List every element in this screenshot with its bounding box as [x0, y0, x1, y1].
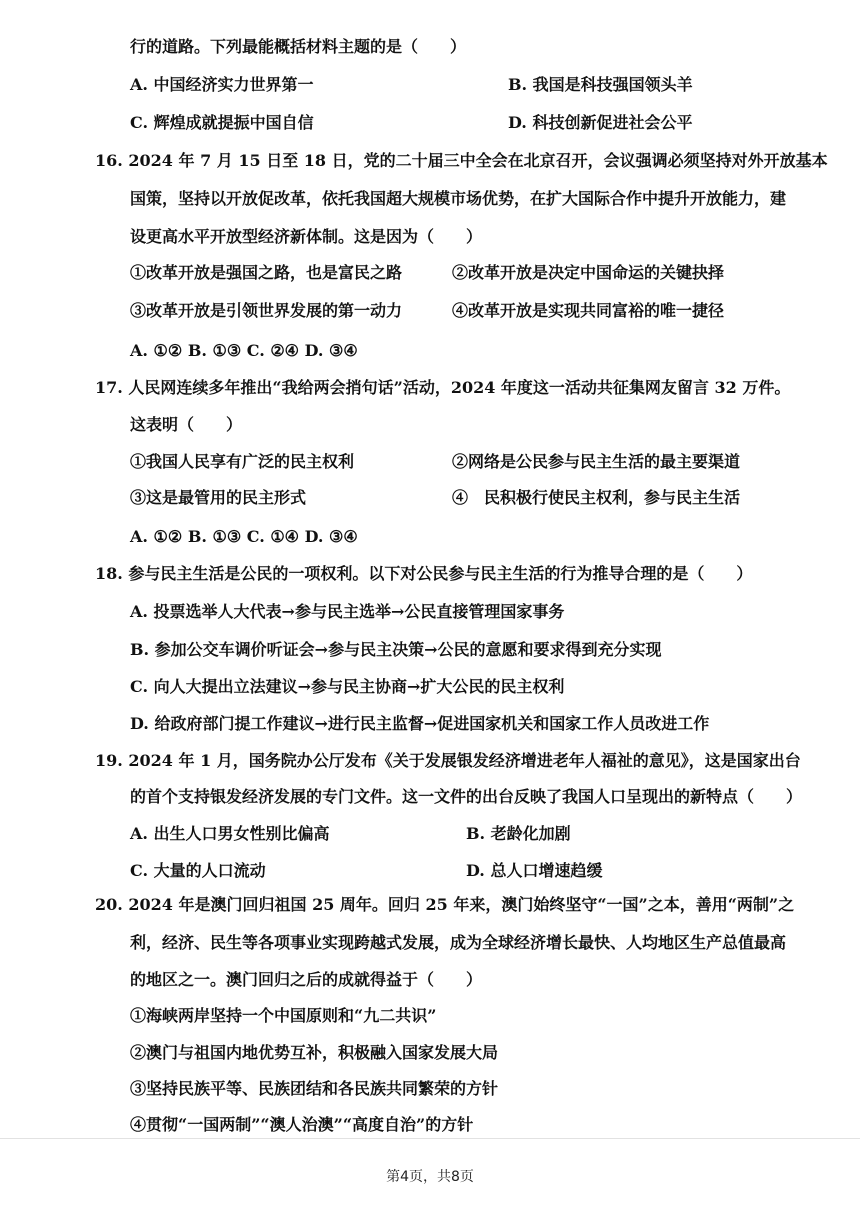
q19-option-c: C. 大量的人口流动: [130, 861, 266, 880]
q18-option-a: A. 投票选举人大代表→参与民主选举→公民直接管理国家事务: [130, 602, 565, 621]
q19-stem-line-2: 的首个支持银发经济发展的专门文件。这一文件的出台反映了我国人口呈现出的新特点（ ）: [130, 787, 803, 806]
q19-option-b: B. 老龄化加剧: [466, 824, 571, 843]
q17-statement-4: ④ 民积极行使民主权利，参与民主生活: [452, 488, 741, 507]
q16-statement-4: ④改革开放是实现共同富裕的唯一捷径: [452, 301, 725, 320]
q20-statement-1: ①海峡两岸坚持一个中国原则和“九二共识”: [130, 1006, 437, 1025]
q16-stem-line-3: 设更高水平开放型经济新体制。这是因为（ ）: [130, 227, 483, 246]
q17-stem-line-2: 这表明（ ）: [130, 415, 243, 434]
q20-stem-line-1: 20. 2024 年是澳门回归祖国 25 周年。回归 25 年来，澳门始终坚守“一国”之本，善用“两制”之: [95, 895, 795, 914]
q18-option-d: D. 给政府部门提工作建议→进行民主监督→促进国家机关和国家工作人员改进工作: [130, 714, 710, 733]
q16-stem-line-2: 国策，坚持以开放促改革，依托我国超大规模市场优势，在扩大国际合作中提升开放能力，建: [130, 189, 787, 208]
q19-stem-line-1: 19. 2024 年 1 月，国务院办公厅发布《关于发展银发经济增进老年人福祉的意见》，这是国家出台: [95, 751, 801, 770]
q17-choices: A. ①② B. ①③ C. ①④ D. ③④: [130, 527, 358, 546]
q20-statement-4: ④贯彻“一国两制”“澳人治澳”“高度自治”的方针: [130, 1115, 474, 1134]
q16-statement-2: ②改革开放是决定中国命运的关键抉择: [452, 263, 725, 282]
q15-option-c: C. 辉煌成就提振中国自信: [130, 113, 314, 132]
q16-statement-1: ①改革开放是强国之路，也是富民之路: [130, 263, 403, 282]
q19-option-a: A. 出生人口男女性别比偏高: [130, 824, 330, 843]
q16-statement-3: ③改革开放是引领世界发展的第一动力: [130, 301, 403, 320]
q15-stem-tail: 行的道路。下列最能概括材料主题的是（ ）: [130, 37, 467, 56]
q18-stem: 18. 参与民主生活是公民的一项权利。以下对公民参与民主生活的行为推导合理的是（ ）: [95, 564, 753, 583]
q16-choices: A. ①② B. ①③ C. ②④ D. ③④: [130, 341, 358, 360]
q20-stem-line-3: 的地区之一。澳门回归之后的成就得益于（ ）: [130, 970, 483, 989]
q17-stem-line-1: 17. 人民网连续多年推出“我给两会捎句话”活动，2024 年度这一活动共征集网友留言 32 万件。: [95, 378, 791, 397]
q20-statement-3: ③坚持民族平等、民族团结和各民族共同繁荣的方针: [130, 1079, 499, 1098]
q17-statement-2: ②网络是公民参与民主生活的最主要渠道: [452, 452, 741, 471]
q18-option-b: B. 参加公交车调价听证会→参与民主决策→公民的意愿和要求得到充分实现: [130, 640, 662, 659]
q20-stem-line-2: 利，经济、民生等各项事业实现跨越式发展，成为全球经济增长最快、人均地区生产总值最高: [130, 933, 787, 952]
q19-option-d: D. 总人口增速趋缓: [466, 861, 603, 880]
q15-option-b: B. 我国是科技强国领头羊: [508, 75, 693, 94]
q17-statement-3: ③这是最管用的民主形式: [130, 488, 307, 507]
q20-statement-2: ②澳门与祖国内地优势互补，积极融入国家发展大局: [130, 1043, 499, 1062]
q17-statement-1: ①我国人民享有广泛的民主权利: [130, 452, 355, 471]
q15-option-d: D. 科技创新促进社会公平: [508, 113, 693, 132]
q16-stem-line-1: 16. 2024 年 7 月 15 日至 18 日，党的二十届三中全会在北京召开，会议强调必须坚持对外开放基本: [95, 151, 828, 170]
page-number: 第4页，共8页: [386, 1169, 474, 1185]
footer-divider: [0, 1138, 860, 1139]
q15-option-a: A. 中国经济实力世界第一: [130, 75, 314, 94]
q18-option-c: C. 向人大提出立法建议→参与民主协商→扩大公民的民主权利: [130, 677, 565, 696]
